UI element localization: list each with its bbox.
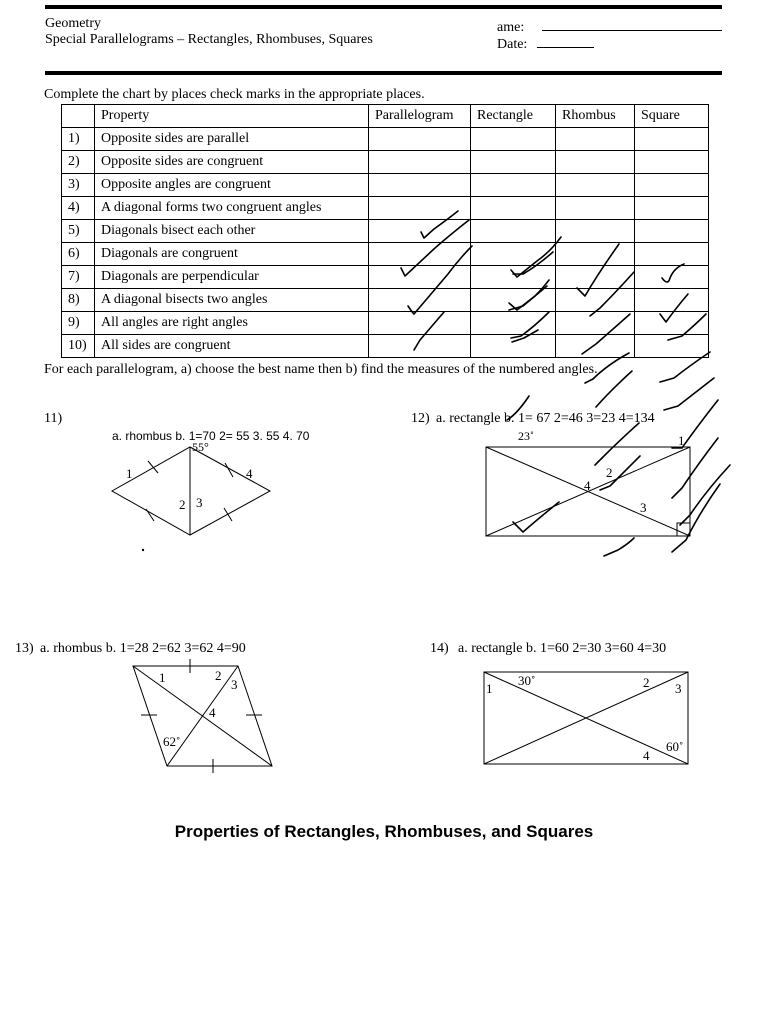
angle-4-label: 4	[246, 466, 253, 481]
cell-parallelogram[interactable]	[369, 266, 471, 289]
chart-row	[62, 243, 709, 266]
cell-rhombus[interactable]	[556, 266, 635, 289]
cell-square[interactable]	[635, 312, 709, 335]
chart-row	[62, 289, 709, 312]
angle-3-label: 3	[196, 495, 203, 510]
angle-3-label: 3	[231, 677, 238, 692]
chart-row	[62, 197, 709, 220]
row-number: 2)	[62, 151, 95, 174]
cell-rhombus[interactable]	[556, 312, 635, 335]
problem-12-diagram	[480, 425, 700, 545]
chart-header-square: Square	[635, 105, 709, 128]
chart-header-rhombus: Rhombus	[556, 105, 635, 128]
rhombus-shape	[112, 447, 270, 535]
date-field[interactable]	[497, 35, 594, 53]
cell-square[interactable]	[635, 335, 709, 358]
cell-rhombus[interactable]	[556, 335, 635, 358]
top-rule	[45, 5, 722, 9]
problem-11-label: 11)	[44, 411, 63, 426]
cell-rhombus[interactable]	[556, 151, 635, 174]
tick-mark	[148, 461, 158, 473]
problem-14-answer[interactable]: a. rectangle b. 1=60 2=30 3=60 4=30	[458, 641, 667, 656]
cell-square[interactable]	[635, 197, 709, 220]
properties-chart	[61, 104, 709, 358]
cell-rectangle[interactable]	[471, 312, 556, 335]
cell-rectangle[interactable]	[471, 289, 556, 312]
chart-header-num	[62, 105, 95, 128]
chart-header-rectangle: Rectangle	[471, 105, 556, 128]
date-label: Date:	[497, 37, 528, 52]
row-property: Opposite sides are congruent	[95, 151, 369, 174]
row-number: 9)	[62, 312, 95, 335]
angle-1-label: 1	[159, 670, 166, 685]
angle-given-top: 30˚	[518, 673, 536, 688]
row-number: 10)	[62, 335, 95, 358]
problem-11-diagram	[100, 435, 280, 555]
row-property: Diagonals bisect each other	[95, 220, 369, 243]
name-label: ame:	[497, 20, 525, 35]
tick-mark	[224, 508, 232, 521]
chart-row	[62, 174, 709, 197]
cell-rhombus[interactable]	[556, 289, 635, 312]
cell-rhombus[interactable]	[556, 243, 635, 266]
cell-parallelogram[interactable]	[369, 151, 471, 174]
name-field[interactable]	[497, 18, 722, 36]
angle-4-label: 4	[584, 478, 591, 493]
check-mark	[664, 378, 714, 410]
cell-parallelogram[interactable]	[369, 197, 471, 220]
problem-13-answer[interactable]: a. rhombus b. 1=28 2=62 3=62 4=90	[40, 641, 246, 656]
problem-11-answer[interactable]: a. rhombus b. 1=70 2= 55 3. 55 4. 70	[112, 429, 310, 443]
cell-rectangle[interactable]	[471, 266, 556, 289]
chart-header-parallelogram: Parallelogram	[369, 105, 471, 128]
row-number: 7)	[62, 266, 95, 289]
angle-1-label: 1	[126, 466, 133, 481]
cell-rectangle[interactable]	[471, 335, 556, 358]
cell-rhombus[interactable]	[556, 174, 635, 197]
angle-given: 62˚	[163, 734, 181, 749]
cell-square[interactable]	[635, 128, 709, 151]
row-property: A diagonal bisects two angles	[95, 289, 369, 312]
section2-instructions: For each parallelogram, a) choose the best name then b) find the measures of the numbered angles.	[44, 362, 598, 377]
chart-header-row	[62, 105, 709, 128]
chart-row	[62, 335, 709, 358]
check-mark	[596, 371, 632, 407]
cell-parallelogram[interactable]	[369, 289, 471, 312]
cell-square[interactable]	[635, 289, 709, 312]
problem-12-label: 12)	[411, 411, 430, 426]
cell-rectangle[interactable]	[471, 220, 556, 243]
row-number: 3)	[62, 174, 95, 197]
cell-parallelogram[interactable]	[369, 243, 471, 266]
problem-14-label: 14)	[430, 641, 449, 656]
cell-rectangle[interactable]	[471, 197, 556, 220]
date-blank[interactable]	[537, 35, 594, 48]
cell-rectangle[interactable]	[471, 128, 556, 151]
angle-given: 23˚	[518, 429, 534, 443]
cell-rhombus[interactable]	[556, 220, 635, 243]
row-property: All angles are right angles	[95, 312, 369, 335]
angle-3-label: 3	[675, 681, 682, 696]
chart-header-property: Property	[95, 105, 369, 128]
cell-parallelogram[interactable]	[369, 128, 471, 151]
chart-row	[62, 312, 709, 335]
footer-title: Properties of Rectangles, Rhombuses, and Squares	[174, 822, 594, 841]
cell-rhombus[interactable]	[556, 128, 635, 151]
angle-2-label: 2	[643, 675, 650, 690]
name-blank[interactable]	[542, 18, 722, 31]
row-number: 8)	[62, 289, 95, 312]
rhombus-diagonal	[167, 666, 238, 766]
cell-rhombus[interactable]	[556, 197, 635, 220]
cell-parallelogram[interactable]	[369, 174, 471, 197]
angle-1-label: 1	[678, 433, 685, 448]
angle-2-label: 2	[179, 497, 186, 512]
cell-rectangle[interactable]	[471, 243, 556, 266]
row-property: Opposite sides are parallel	[95, 128, 369, 151]
problem-12-answer[interactable]: a. rectangle b. 1= 67 2=46 3=23 4=134	[436, 411, 655, 426]
angle-given-bottom: 60˚	[666, 739, 684, 754]
cell-square[interactable]	[635, 151, 709, 174]
cell-square[interactable]	[635, 243, 709, 266]
course-title: Geometry	[45, 16, 101, 31]
cell-square[interactable]	[635, 174, 709, 197]
chart-row	[62, 128, 709, 151]
angle-1-label: 1	[486, 681, 493, 696]
header-rule	[45, 71, 722, 75]
stray-dot	[142, 549, 144, 551]
row-number: 1)	[62, 128, 95, 151]
angle-4-label: 4	[643, 748, 650, 763]
chart-row	[62, 220, 709, 243]
cell-square[interactable]	[635, 220, 709, 243]
problem-13-label: 13)	[15, 641, 34, 656]
chart-row	[62, 151, 709, 174]
row-property: A diagonal forms two congruent angles	[95, 197, 369, 220]
problem-13-diagram	[125, 658, 295, 778]
angle-3-label: 3	[640, 500, 647, 515]
angle-given: 55°	[192, 440, 209, 454]
cell-square[interactable]	[635, 266, 709, 289]
row-property: Opposite angles are congruent	[95, 174, 369, 197]
angle-2-label: 2	[215, 668, 222, 683]
cell-rectangle[interactable]	[471, 174, 556, 197]
worksheet-subtitle: Special Parallelograms – Rectangles, Rhombuses, Squares	[45, 32, 373, 47]
cell-rectangle[interactable]	[471, 151, 556, 174]
row-property: All sides are congruent	[95, 335, 369, 358]
cell-parallelogram[interactable]	[369, 220, 471, 243]
row-property: Diagonals are perpendicular	[95, 266, 369, 289]
row-property: Diagonals are congruent	[95, 243, 369, 266]
right-angle-marker	[677, 523, 690, 536]
angle-4-label: 4	[209, 705, 216, 720]
problem-14-diagram	[478, 667, 698, 772]
chart-row	[62, 266, 709, 289]
tick-mark	[146, 509, 154, 521]
row-number: 5)	[62, 220, 95, 243]
angle-2-label: 2	[606, 465, 613, 480]
chart-instructions: Complete the chart by places check marks in the appropriate places.	[44, 87, 425, 102]
row-number: 4)	[62, 197, 95, 220]
cell-parallelogram[interactable]	[369, 335, 471, 358]
row-number: 6)	[62, 243, 95, 266]
cell-parallelogram[interactable]	[369, 312, 471, 335]
